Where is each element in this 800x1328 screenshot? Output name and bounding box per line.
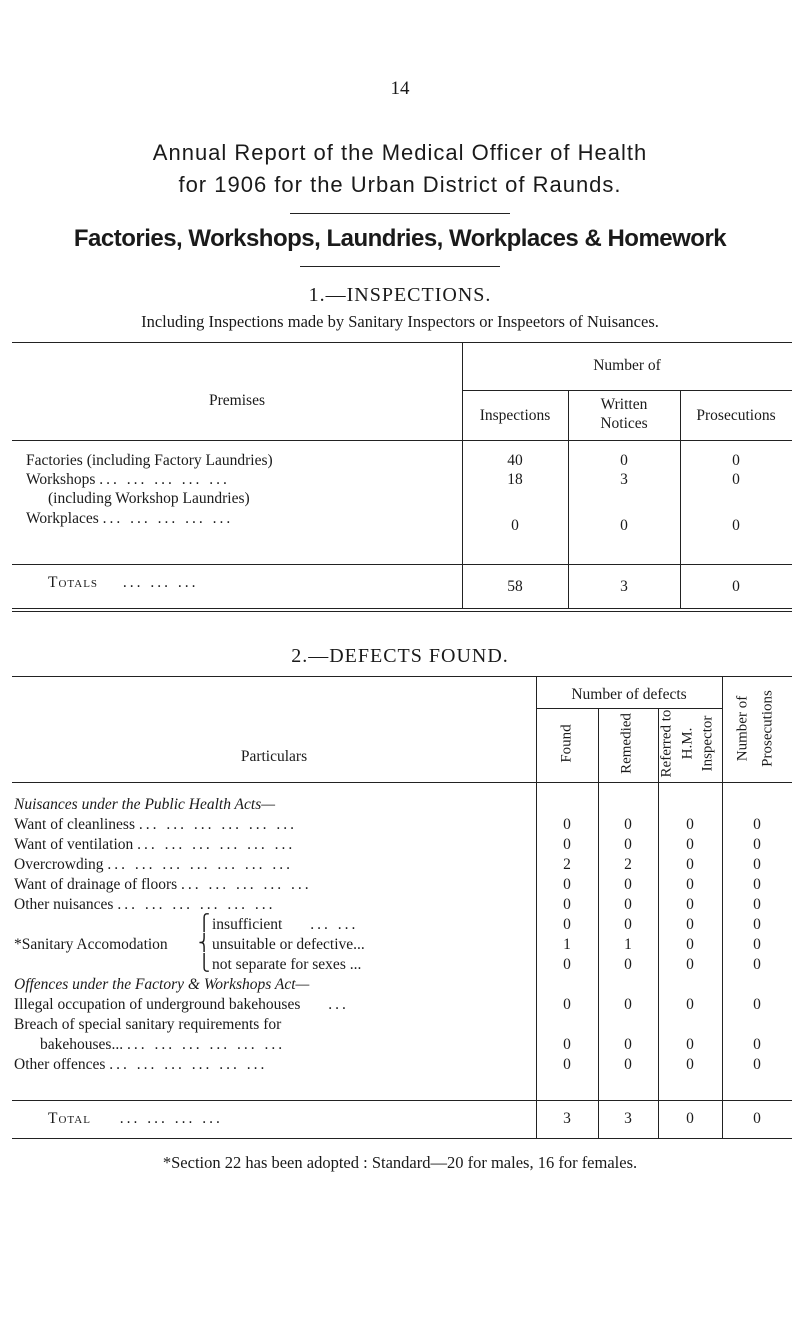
cell-remedied: 0 bbox=[624, 816, 632, 833]
defect-row-label: unsuitable or defective... bbox=[212, 936, 365, 953]
sanitary-accomodation-label: *Sanitary Accomodation bbox=[14, 936, 168, 953]
cell-remedied: 0 bbox=[624, 1056, 632, 1073]
defects-total-label: Total ... ... ... ... bbox=[48, 1110, 223, 1127]
cell-referred: 0 bbox=[686, 896, 694, 913]
cell-found: 0 bbox=[563, 996, 571, 1013]
defect-row-label: Other offences ... ... ... ... ... ... bbox=[14, 1056, 268, 1073]
cell-prosecutions: 0 bbox=[732, 471, 740, 488]
cell-referred: 0 bbox=[686, 1056, 694, 1073]
cell-referred: 0 bbox=[686, 1036, 694, 1053]
cell-remedied: 1 bbox=[624, 936, 632, 953]
number-of-header: Number of bbox=[593, 357, 661, 374]
footnote: *Section 22 has been adopted : Standard—20 for males, 16 for females. bbox=[162, 1153, 638, 1172]
defect-row-label: Other nuisances ... ... ... ... ... ... bbox=[14, 896, 276, 913]
defect-row-label: Breach of special sanitary requirements for bbox=[14, 1016, 282, 1033]
cell-notices: 0 bbox=[620, 517, 628, 534]
table-rule bbox=[12, 1138, 792, 1139]
cell-prosecutions: 0 bbox=[753, 876, 761, 893]
cell-remedied: 0 bbox=[624, 956, 632, 973]
cell-prosecutions: 0 bbox=[753, 1056, 761, 1073]
cell-prosecutions: 0 bbox=[753, 936, 761, 953]
cell-found: 1 bbox=[563, 936, 571, 953]
cell-found: 0 bbox=[563, 1036, 571, 1053]
defect-row-sublabel: bakehouses... ... ... ... ... ... ... bbox=[40, 1036, 286, 1053]
group-heading-nuisances: Nuisances under the Public Health Acts— bbox=[14, 796, 276, 813]
cell-prosecutions: 0 bbox=[753, 856, 761, 873]
report-title-line-1: Annual Report of the Medical Officer of Health bbox=[152, 140, 648, 165]
table-rule bbox=[12, 611, 792, 612]
cell-notices: 3 bbox=[620, 471, 628, 488]
prosecutions-header-l1: Number of bbox=[734, 695, 751, 762]
cell-referred: 0 bbox=[686, 956, 694, 973]
totals-prosecutions: 0 bbox=[732, 578, 740, 595]
row-sublabel-workshops: (including Workshop Laundries) bbox=[48, 490, 250, 507]
row-label-workshops: Workshops ... ... ... ... ... bbox=[26, 471, 230, 488]
cell-found: 2 bbox=[563, 856, 571, 873]
cell-referred: 0 bbox=[686, 816, 694, 833]
table-rule bbox=[12, 440, 792, 441]
referred-header-l1: Referred to bbox=[658, 709, 675, 778]
heading-rule bbox=[300, 266, 500, 267]
cell-remedied: 0 bbox=[624, 916, 632, 933]
cell-found: 0 bbox=[563, 956, 571, 973]
table-rule bbox=[12, 676, 792, 677]
cell-found: 0 bbox=[563, 916, 571, 933]
row-label-factories: Factories (including Factory Laundries) bbox=[26, 452, 273, 469]
cell-found: 0 bbox=[563, 1056, 571, 1073]
total-remedied: 3 bbox=[624, 1110, 632, 1127]
defect-row-label: Overcrowding ... ... ... ... ... ... ... bbox=[14, 856, 294, 873]
total-found: 3 bbox=[563, 1110, 571, 1127]
cell-referred: 0 bbox=[686, 916, 694, 933]
cell-found: 0 bbox=[563, 816, 571, 833]
table-rule bbox=[12, 564, 462, 565]
particulars-header: Particulars bbox=[240, 748, 308, 765]
section-1-title: 1.—INSPECTIONS. bbox=[308, 284, 492, 306]
cell-prosecutions: 0 bbox=[732, 517, 740, 534]
brace-icon: ⎧ ⎨ ⎩ bbox=[198, 915, 210, 972]
cell-prosecutions: 0 bbox=[753, 916, 761, 933]
cell-prosecutions: 0 bbox=[753, 1036, 761, 1053]
inspections-header: Inspections bbox=[479, 407, 551, 424]
page-number: 14 bbox=[390, 78, 410, 99]
total-prosecutions: 0 bbox=[753, 1110, 761, 1127]
defect-row-label: insufficient ... ... bbox=[212, 916, 359, 933]
total-referred: 0 bbox=[686, 1110, 694, 1127]
prosecutions-header: Prosecutions bbox=[696, 407, 776, 424]
table-rule bbox=[462, 564, 792, 565]
defect-row-label: not separate for sexes ... bbox=[212, 956, 362, 973]
cell-found: 0 bbox=[563, 896, 571, 913]
defect-row-label: Illegal occupation of underground bakehouses ... bbox=[14, 996, 349, 1013]
cell-prosecutions: 0 bbox=[732, 452, 740, 469]
table-rule bbox=[12, 608, 792, 609]
cell-remedied: 0 bbox=[624, 836, 632, 853]
cell-referred: 0 bbox=[686, 876, 694, 893]
referred-header-l3: Inspector bbox=[699, 715, 716, 772]
section-1-subtitle: Including Inspections made by Sanitary Inspectors or Inspeetors of Nuisances. bbox=[141, 312, 659, 331]
cell-found: 0 bbox=[563, 836, 571, 853]
cell-prosecutions: 0 bbox=[753, 956, 761, 973]
table-rule bbox=[462, 390, 792, 391]
group-heading-offences: Offences under the Factory & Workshops Act— bbox=[14, 976, 310, 993]
report-title-line-2: for 1906 for the Urban District of Raunds. bbox=[178, 172, 622, 197]
section-2-title: 2.—DEFECTS FOUND. bbox=[291, 645, 509, 667]
main-heading: Factories, Workshops, Laundries, Workplaces & Homework bbox=[73, 225, 727, 252]
cell-remedied: 2 bbox=[624, 856, 632, 873]
defect-row-label: Want of ventilation ... ... ... ... ... ... bbox=[14, 836, 296, 853]
written-notices-header-l2: Notices bbox=[600, 415, 648, 432]
table-rule bbox=[12, 342, 792, 343]
found-header: Found bbox=[558, 724, 575, 763]
title-rule bbox=[290, 213, 510, 214]
cell-referred: 0 bbox=[686, 856, 694, 873]
cell-prosecutions: 0 bbox=[753, 816, 761, 833]
cell-inspections: 18 bbox=[507, 471, 523, 488]
cell-remedied: 0 bbox=[624, 1036, 632, 1053]
cell-remedied: 0 bbox=[624, 876, 632, 893]
cell-inspections: 40 bbox=[507, 452, 523, 469]
cell-referred: 0 bbox=[686, 996, 694, 1013]
cell-remedied: 0 bbox=[624, 996, 632, 1013]
cell-referred: 0 bbox=[686, 836, 694, 853]
cell-notices: 0 bbox=[620, 452, 628, 469]
remedied-header: Remedied bbox=[618, 713, 635, 774]
cell-found: 0 bbox=[563, 876, 571, 893]
totals-label: Totals ... ... ... bbox=[48, 574, 199, 591]
defect-row-label: Want of cleanliness ... ... ... ... ... ... bbox=[14, 816, 297, 833]
cell-prosecutions: 0 bbox=[753, 996, 761, 1013]
cell-referred: 0 bbox=[686, 936, 694, 953]
premises-header: Premises bbox=[209, 392, 265, 409]
table-rule bbox=[12, 1100, 792, 1101]
defect-row-label: Want of drainage of floors ... ... ... ... ... bbox=[14, 876, 312, 893]
totals-notices: 3 bbox=[620, 578, 628, 595]
written-notices-header-l1: Written bbox=[600, 396, 648, 413]
cell-inspections: 0 bbox=[511, 517, 519, 534]
prosecutions-header-l2: Prosecutions bbox=[759, 690, 776, 767]
cell-remedied: 0 bbox=[624, 896, 632, 913]
number-of-defects-header: Number of defects bbox=[571, 686, 687, 703]
cell-prosecutions: 0 bbox=[753, 836, 761, 853]
cell-prosecutions: 0 bbox=[753, 896, 761, 913]
totals-inspections: 58 bbox=[507, 578, 523, 595]
row-label-workplaces: Workplaces ... ... ... ... ... bbox=[26, 510, 234, 527]
referred-header-l2: H.M. bbox=[679, 727, 696, 760]
